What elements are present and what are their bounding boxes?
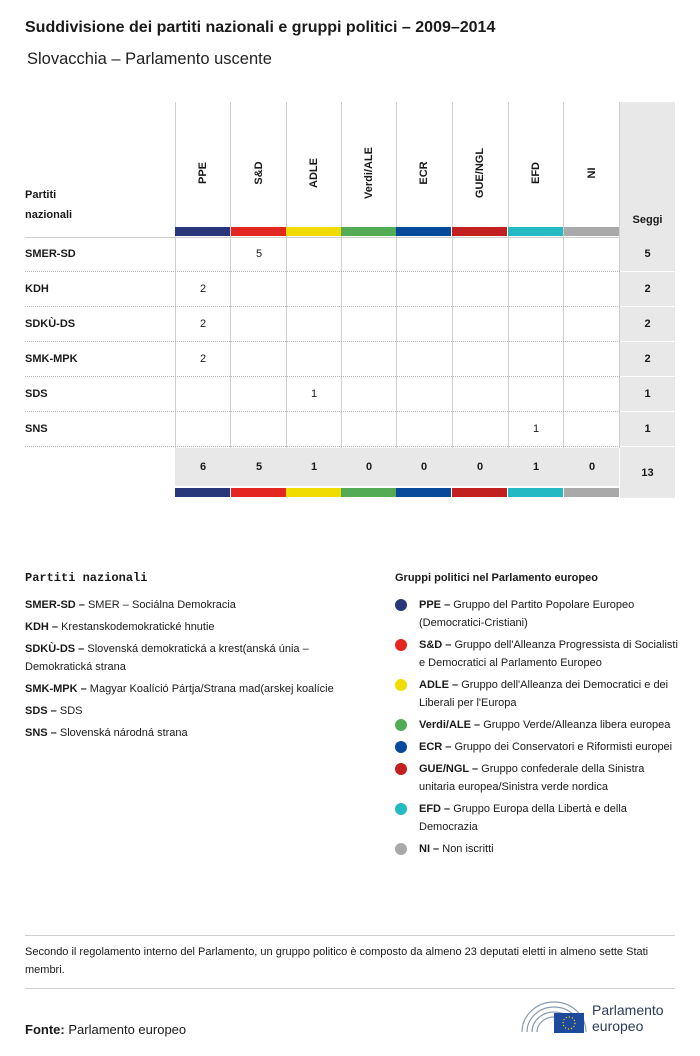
party-name: SMER-SD: [25, 248, 76, 260]
page-subtitle: Slovacchia – Parlamento uscente: [27, 50, 272, 68]
seat-cell: [452, 342, 508, 377]
group-color-dot-icon: [395, 843, 407, 855]
seat-cell: [341, 272, 397, 307]
source-label: Fonte:: [25, 1022, 65, 1037]
political-groups-title: Gruppi politici nel Parlamento europeo: [395, 572, 598, 584]
seat-cell: [452, 307, 508, 342]
group-color-bar: [564, 227, 619, 236]
group-color-bar: [396, 227, 451, 236]
group-full-name: Non iscritti: [442, 843, 494, 855]
seat-cell: [396, 377, 452, 412]
group-color-bar: [286, 227, 341, 236]
seat-cell: 1: [310, 388, 318, 400]
source-value: Parlamento europeo: [68, 1022, 187, 1037]
political-group-entry: [395, 760, 680, 796]
national-party-entry: [25, 680, 370, 698]
seat-cell: [452, 237, 508, 272]
party-full-name: Slovenská národná strana: [59, 727, 188, 739]
party-abbreviation: SMK-MPK –: [25, 683, 87, 695]
seat-cell: 1: [532, 423, 540, 435]
group-total: 0: [420, 461, 428, 473]
seat-cell: [564, 272, 620, 307]
group-full-name: Gruppo del Partito Popolare Europeo (Democratici-Cristiani): [419, 599, 635, 629]
group-color-dot-icon: [395, 803, 407, 815]
logo-text: Parlamento europeo: [592, 1002, 664, 1034]
seat-cell: [396, 307, 452, 342]
seat-cell: [396, 237, 452, 272]
group-column-header: ADLE: [308, 158, 320, 188]
seat-cell: [286, 237, 342, 272]
political-group-entry: [395, 800, 680, 836]
seat-cell: [564, 307, 620, 342]
seat-cell: [231, 342, 287, 377]
group-color-bar: [341, 227, 396, 236]
group-total: 1: [310, 461, 318, 473]
page-title: Suddivisione dei partiti nazionali e gruppi politici – 2009–2014: [25, 19, 496, 36]
political-group-entry: [395, 596, 680, 632]
seat-cell: [231, 307, 287, 342]
group-full-name: Gruppo dell'Alleanza Progressista di Socialisti e Democratici al Parlamento Europeo: [419, 639, 678, 669]
seat-cell: [286, 272, 342, 307]
group-color-bar: [231, 488, 286, 497]
seat-cell: [341, 307, 397, 342]
party-name: SDS: [25, 388, 48, 400]
group-abbreviation: S&D –: [419, 639, 452, 651]
group-total: 0: [365, 461, 373, 473]
group-abbreviation: EFD –: [419, 803, 451, 815]
table-row: [25, 237, 675, 272]
group-color-bar: [286, 488, 341, 497]
table-row: [25, 307, 675, 342]
party-abbreviation: SMER-SD –: [25, 599, 85, 611]
group-color-bar: [564, 488, 619, 497]
seat-cell: [564, 412, 620, 447]
group-full-name: Gruppo dei Conservatori e Riformisti europei: [454, 741, 673, 753]
seat-cell: [564, 237, 620, 272]
divider: [25, 935, 675, 936]
party-name: SDKÙ-DS: [25, 318, 76, 330]
seat-cell: [231, 377, 287, 412]
national-party-entry: [25, 618, 370, 636]
group-color-bar: [175, 227, 230, 236]
table-row: [25, 342, 675, 377]
seat-cell: [286, 412, 342, 447]
seat-cell: [508, 342, 564, 377]
group-column-header: Verdi/ALE: [363, 147, 375, 199]
group-column-header: NI: [586, 167, 598, 179]
european-parliament-logo: [520, 996, 680, 1036]
party-abbreviation: SDS –: [25, 705, 57, 717]
party-name: KDH: [25, 283, 49, 295]
national-party-entry: [25, 596, 370, 614]
political-group-entry: [395, 738, 680, 756]
seat-cell: 2: [199, 318, 207, 330]
seat-cell: [564, 377, 620, 412]
partiti-nazionali-header: Partiti nazionali: [25, 189, 73, 221]
group-abbreviation: Verdi/ALE –: [419, 719, 481, 731]
table-row: [25, 272, 675, 307]
group-color-dot-icon: [395, 639, 407, 651]
footnote: Secondo il regolamento interno del Parlamento, un gruppo politico è composto da almeno 23 deputati eletti in almeno sette Stati membri.: [25, 946, 649, 976]
group-color-dot-icon: [395, 719, 407, 731]
seat-cell: [175, 377, 231, 412]
group-color-bar: [396, 488, 451, 497]
party-full-name: SMER – Sociálna Demokracia: [87, 599, 236, 611]
seat-cell: 5: [255, 248, 263, 260]
seggi-header: Seggi: [632, 214, 663, 226]
seat-cell: [341, 342, 397, 377]
group-full-name: Gruppo confederale della Sinistra unitaria europea/Sinistra verde nordica: [419, 763, 645, 793]
seat-cell: 2: [199, 353, 207, 365]
row-seggi-total: 2: [644, 283, 651, 295]
group-column-header: ECR: [418, 161, 430, 185]
national-parties-legend: [25, 596, 370, 746]
row-seggi-total: 1: [644, 423, 651, 435]
seat-cell: [508, 272, 564, 307]
seat-cell: 2: [199, 283, 207, 295]
seat-cell: [452, 412, 508, 447]
group-full-name: Gruppo Europa della Libertà e della Democrazia: [419, 803, 627, 833]
party-abbreviation: SNS –: [25, 727, 57, 739]
seat-cell: [231, 272, 287, 307]
seat-cell: [175, 412, 231, 447]
seat-cell: [341, 377, 397, 412]
row-seggi-total: 5: [644, 248, 651, 260]
group-total: 1: [532, 461, 540, 473]
group-color-bar: [508, 488, 563, 497]
row-seggi-total: 2: [644, 318, 651, 330]
group-abbreviation: GUE/NGL –: [419, 763, 479, 775]
seat-cell: [452, 272, 508, 307]
national-party-entry: [25, 702, 370, 720]
group-abbreviation: ADLE –: [419, 679, 459, 691]
seat-cell: [396, 412, 452, 447]
hemicycle-flag-icon: [520, 996, 588, 1036]
group-column-header: PPE: [197, 161, 209, 185]
seat-cell: [508, 237, 564, 272]
national-party-entry: [25, 640, 370, 676]
group-color-bar: [175, 488, 230, 497]
group-color-dot-icon: [395, 763, 407, 775]
group-abbreviation: NI –: [419, 843, 440, 855]
grand-total: 13: [641, 467, 654, 479]
party-full-name: Slovenská demokratická a krest(anská únia – Demokratická strana: [25, 643, 309, 673]
row-seggi-total: 1: [644, 388, 651, 400]
political-group-entry: [395, 676, 680, 712]
seat-cell: [396, 342, 452, 377]
national-party-entry: [25, 724, 370, 742]
seat-cell: [508, 307, 564, 342]
group-abbreviation: ECR –: [419, 741, 452, 753]
divider: [25, 988, 675, 989]
seat-cell: [175, 237, 231, 272]
group-total: 5: [255, 461, 263, 473]
table-row: [25, 377, 675, 412]
row-seggi-total: 2: [644, 353, 651, 365]
group-column-header: GUE/NGL: [474, 147, 486, 199]
group-column-header: EFD: [530, 162, 542, 184]
seat-cell: [286, 342, 342, 377]
party-abbreviation: SDKÙ-DS –: [25, 643, 85, 655]
political-groups-legend: [395, 596, 680, 862]
seat-cell: [231, 412, 287, 447]
table-row: [25, 412, 675, 447]
group-column-header: S&D: [253, 161, 265, 185]
group-color-dot-icon: [395, 741, 407, 753]
seat-cell: [508, 377, 564, 412]
group-abbreviation: PPE –: [419, 599, 451, 611]
group-color-dot-icon: [395, 679, 407, 691]
political-group-entry: [395, 636, 680, 672]
group-total: 6: [199, 461, 207, 473]
group-total: 0: [476, 461, 484, 473]
seat-cell: [341, 237, 397, 272]
political-group-entry: [395, 840, 680, 858]
seat-cell: [452, 377, 508, 412]
source-line: [25, 1022, 186, 1037]
group-full-name: Gruppo Verde/Alleanza libera europea: [483, 719, 671, 731]
seat-cell: [396, 272, 452, 307]
group-color-bar: [508, 227, 563, 236]
party-full-name: SDS: [59, 705, 83, 717]
seggi-row-separator: [620, 446, 675, 447]
party-full-name: Krestanskodemokratické hnutie: [61, 621, 215, 633]
group-color-bar: [341, 488, 396, 497]
seat-cell: [341, 412, 397, 447]
seat-cell: [564, 342, 620, 377]
national-parties-title: Partiti nazionali: [25, 571, 148, 585]
group-color-bar: [231, 227, 286, 236]
party-full-name: Magyar Koalíció Pártja/Strana mad(arskej koalície: [89, 683, 334, 695]
group-color-dot-icon: [395, 599, 407, 611]
group-color-bar: [452, 227, 507, 236]
seat-cell: [286, 307, 342, 342]
party-abbreviation: KDH –: [25, 621, 59, 633]
group-color-bar: [452, 488, 507, 497]
party-name: SNS: [25, 423, 48, 435]
group-full-name: Gruppo dell'Alleanza dei Democratici e dei Liberali per l'Europa: [419, 679, 669, 709]
political-group-entry: [395, 716, 680, 734]
party-name: SMK-MPK: [25, 353, 78, 365]
group-total: 0: [588, 461, 596, 473]
